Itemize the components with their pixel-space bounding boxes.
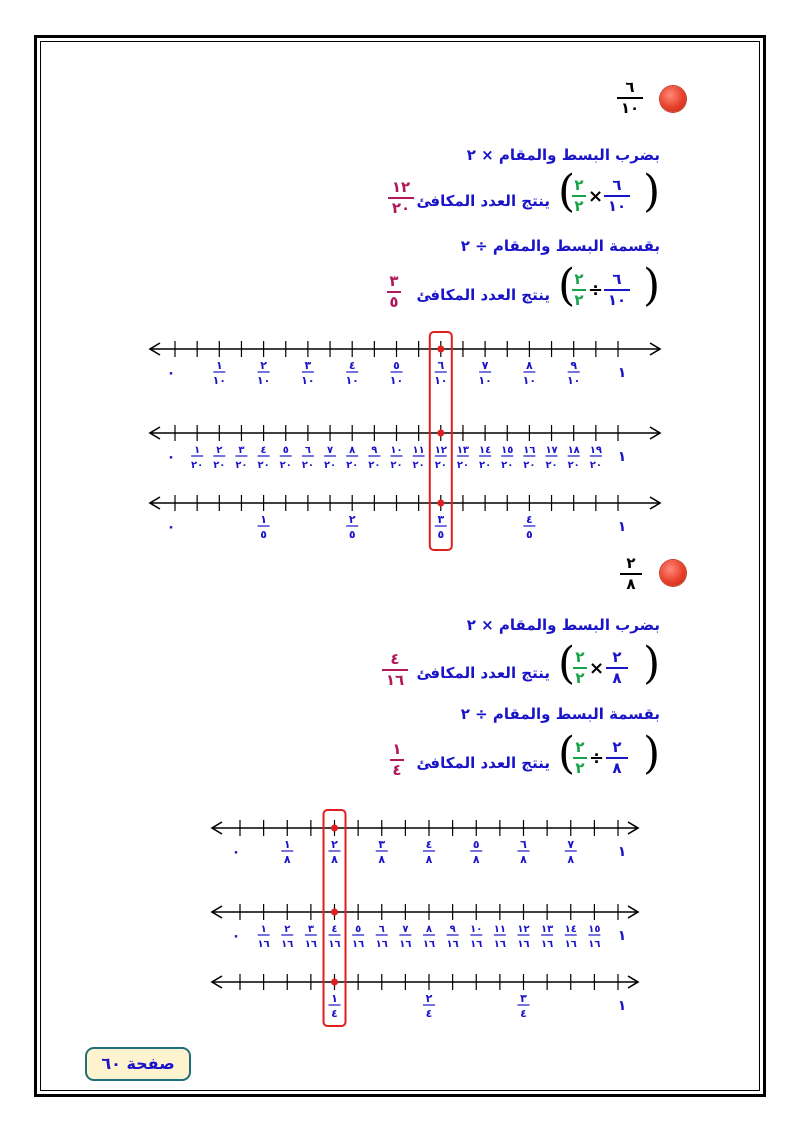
fraction-label — [470, 924, 482, 950]
marked-point — [437, 346, 444, 353]
number-line — [212, 820, 638, 866]
left-paren: ( — [558, 260, 576, 311]
fraction-denominator: ١٦ — [375, 939, 388, 950]
factor-numerator: ٢ — [574, 270, 584, 288]
fraction-numerator: ١٤ — [564, 924, 577, 935]
fraction-denominator: ٢٠ — [456, 460, 470, 471]
fraction-denominator: ٢٠ — [412, 460, 425, 471]
given-fraction — [620, 556, 642, 592]
fraction-denominator: ٥ — [260, 528, 267, 541]
fraction-denominator: ١٠ — [478, 374, 492, 387]
result-fraction — [382, 652, 408, 688]
fraction-label — [470, 838, 482, 866]
result-fraction — [387, 274, 401, 310]
number-line — [150, 341, 660, 387]
fraction-numerator: ١ — [260, 924, 267, 935]
marked-point — [331, 979, 338, 986]
fraction-numerator: ٥ — [393, 359, 400, 372]
fraction-numerator: ٩ — [449, 924, 456, 935]
fraction-numerator: ١ — [260, 513, 267, 526]
label-one: ١ — [617, 365, 627, 381]
base-numerator: ٦ — [612, 270, 622, 288]
marked-point — [437, 430, 444, 437]
fraction-label — [423, 838, 435, 866]
fraction-numerator: ١ — [215, 359, 223, 372]
fraction-numerator: ٢ — [260, 359, 267, 372]
fraction-numerator: ٣ — [238, 445, 245, 456]
operator-symbol: ÷ — [589, 748, 605, 769]
fraction-numerator: ٣ — [437, 513, 445, 526]
fraction-denominator: ٢٠ — [478, 460, 492, 471]
fraction-label — [501, 445, 513, 471]
fraction-numerator: ٩ — [371, 445, 378, 456]
fraction-denominator: ٨ — [331, 853, 338, 866]
number-lines-1 — [0, 320, 800, 560]
fraction-label — [390, 359, 403, 387]
base-fraction — [604, 178, 630, 214]
base-fraction — [606, 740, 628, 776]
fraction-label — [213, 445, 225, 471]
fraction-denominator: ١٦ — [541, 939, 554, 950]
fraction-label — [235, 445, 247, 471]
fraction-denominator: ٥ — [526, 528, 533, 541]
fraction-label — [518, 838, 530, 866]
fraction-numerator: ٤ — [425, 838, 433, 851]
fraction-label — [390, 445, 402, 471]
label-zero: ٠ — [166, 449, 176, 465]
fraction-label — [191, 445, 203, 471]
fraction-denominator: ٢٠ — [390, 460, 403, 471]
given-numerator: ٦ — [625, 78, 635, 96]
fraction-denominator: ١٦ — [328, 939, 341, 950]
fraction-label — [399, 924, 411, 950]
fraction-label — [423, 924, 435, 950]
fraction-label — [305, 924, 317, 950]
fraction-numerator: ٤ — [260, 445, 267, 456]
fraction-numerator: ١٤ — [478, 445, 492, 456]
base-fraction — [606, 650, 628, 686]
fraction-numerator: ٦ — [437, 359, 445, 372]
fraction-label — [258, 924, 270, 950]
fraction-label — [257, 445, 269, 471]
fraction-label — [281, 838, 293, 866]
equivalent-label: ينتج العدد المكافئ — [416, 286, 550, 304]
operator-symbol: ÷ — [588, 280, 604, 301]
result-numerator: ٤ — [390, 650, 400, 668]
fraction-denominator: ١٦ — [257, 939, 270, 950]
result-denominator: ٥ — [389, 293, 399, 311]
fraction-denominator: ٢٠ — [346, 460, 359, 471]
fraction-numerator: ١٣ — [541, 924, 554, 935]
base-numerator: ٢ — [612, 738, 622, 756]
fraction-denominator: ٢٠ — [257, 460, 270, 471]
result-denominator: ١٦ — [385, 671, 405, 689]
factor-denominator: ٢ — [575, 669, 585, 687]
fraction-label — [413, 445, 425, 471]
label-zero: ٠ — [166, 365, 176, 381]
fraction-denominator: ١٦ — [446, 939, 459, 950]
fraction-numerator: ٧ — [481, 359, 489, 372]
marked-point — [331, 825, 338, 832]
fraction-numerator: ٥ — [472, 838, 480, 851]
factor-numerator: ٢ — [575, 738, 585, 756]
fraction-numerator: ٤ — [348, 359, 356, 372]
fraction-denominator: ٢٠ — [501, 460, 514, 471]
problem-badge-icon — [660, 86, 686, 112]
fraction-denominator: ٨ — [567, 853, 575, 866]
fraction-numerator: ١٨ — [567, 445, 580, 456]
fraction-denominator: ٤ — [331, 1007, 338, 1020]
fraction-denominator: ٨ — [520, 853, 527, 866]
fraction-denominator: ٢٠ — [235, 460, 248, 471]
base-numerator: ٢ — [612, 648, 622, 666]
fraction-numerator: ١٣ — [456, 445, 470, 456]
problem-badge-icon — [660, 560, 686, 586]
fraction-numerator: ١٥ — [588, 924, 601, 935]
fraction-numerator: ٤ — [331, 924, 338, 935]
fraction-denominator: ٤ — [520, 1007, 527, 1020]
fraction-denominator: ١٦ — [588, 939, 601, 950]
fraction-denominator: ٨ — [425, 853, 433, 866]
fraction-numerator: ٥ — [355, 924, 362, 935]
fraction-numerator: ١٠ — [390, 445, 403, 456]
number-line — [150, 495, 660, 541]
fraction-denominator: ٢٠ — [567, 460, 580, 471]
fraction-denominator: ١٠ — [345, 374, 359, 387]
fraction-numerator: ١٩ — [589, 445, 602, 456]
fraction-label — [447, 924, 459, 950]
number-line — [212, 974, 638, 1020]
fraction-numerator: ١٢ — [434, 445, 447, 456]
fraction-label — [346, 445, 358, 471]
fraction-label — [376, 838, 388, 866]
fraction-denominator: ١٠ — [566, 374, 581, 387]
page-number-label: صفحة ٦٠ — [85, 1047, 191, 1081]
right-paren: ) — [643, 728, 661, 779]
divide-heading: بقسمة البسط والمقام ÷ ٢ — [460, 705, 660, 723]
fraction-numerator: ٦ — [378, 924, 385, 935]
fraction-label — [435, 513, 447, 541]
fraction-numerator: ٣ — [307, 924, 314, 935]
fraction-label — [328, 924, 340, 950]
label-one: ١ — [617, 519, 627, 535]
label-one: ١ — [617, 449, 627, 465]
result-denominator: ٤ — [392, 761, 402, 779]
factor-numerator: ٢ — [574, 176, 584, 194]
label-zero: ٠ — [231, 844, 241, 860]
fraction-numerator: ٣ — [520, 992, 527, 1005]
multiply-heading: بضرب البسط والمقام × ٢ — [466, 146, 660, 164]
marked-point — [437, 500, 444, 507]
fraction-denominator: ١٠ — [522, 374, 537, 387]
fraction-label — [457, 445, 469, 471]
operator-symbol: × — [588, 186, 604, 207]
left-paren: ( — [558, 638, 576, 689]
operator-symbol: × — [589, 658, 605, 679]
base-denominator: ٨ — [612, 759, 622, 777]
fraction-denominator: ١٦ — [517, 939, 530, 950]
fraction-numerator: ٦ — [304, 445, 311, 456]
fraction-denominator: ٨ — [378, 853, 386, 866]
fraction-denominator: ١٦ — [304, 939, 317, 950]
fraction-denominator: ٢٠ — [191, 460, 204, 471]
fraction-numerator: ٧ — [326, 445, 334, 456]
fraction-denominator: ١٦ — [422, 939, 436, 950]
left-paren: ( — [558, 166, 576, 217]
fraction-label — [523, 445, 535, 471]
fraction-numerator: ٢ — [331, 838, 338, 851]
fraction-numerator: ١٥ — [501, 445, 514, 456]
fraction-denominator: ٢٠ — [368, 460, 381, 471]
fraction-label — [434, 359, 447, 387]
fraction-label — [588, 924, 600, 950]
fraction-numerator: ١١ — [493, 924, 506, 935]
label-one: ١ — [617, 998, 627, 1014]
fraction-numerator: ٨ — [425, 924, 433, 935]
fraction-numerator: ٢ — [348, 513, 356, 526]
fraction-label — [590, 445, 602, 471]
base-denominator: ١٠ — [607, 197, 627, 215]
result-numerator: ١٢ — [391, 178, 411, 196]
fraction-denominator: ١٦ — [470, 939, 483, 950]
label-zero: ٠ — [166, 519, 176, 535]
fraction-denominator: ١٦ — [399, 939, 412, 950]
fraction-numerator: ٤ — [526, 513, 533, 526]
fraction-denominator: ٨ — [472, 853, 480, 866]
fraction-denominator: ٢٠ — [589, 460, 602, 471]
fraction-label — [565, 924, 577, 950]
fraction-denominator: ٢٠ — [523, 460, 536, 471]
number-line — [212, 904, 638, 950]
fraction-label — [368, 445, 380, 471]
fraction-label — [352, 924, 364, 950]
fraction-label — [494, 924, 506, 950]
fraction-label — [435, 445, 447, 471]
marked-point — [331, 909, 338, 916]
fraction-label — [346, 513, 358, 541]
fraction-label — [479, 445, 491, 471]
fraction-numerator: ١١ — [412, 445, 425, 456]
fraction-denominator: ١٦ — [352, 939, 365, 950]
fraction-denominator: ١٦ — [493, 939, 506, 950]
fraction-numerator: ٧ — [402, 924, 409, 935]
number-lines-2 — [0, 800, 800, 1040]
fraction-numerator: ١٦ — [523, 445, 536, 456]
fraction-label — [478, 359, 491, 387]
fraction-denominator: ١٠ — [256, 374, 271, 387]
fraction-label — [280, 445, 292, 471]
fraction-numerator: ١ — [283, 838, 291, 851]
fraction-denominator: ٢٠ — [434, 460, 447, 471]
fraction-label — [329, 838, 341, 866]
fraction-denominator: ١٠ — [301, 374, 315, 387]
fraction-label — [281, 924, 293, 950]
fraction-denominator: ٢٠ — [213, 460, 226, 471]
fraction-denominator: ١٦ — [281, 939, 294, 950]
given-fraction — [617, 80, 643, 116]
fraction-label — [517, 924, 529, 950]
number-line — [150, 425, 660, 471]
fraction-numerator: ٢ — [216, 445, 223, 456]
divide-heading: بقسمة البسط والمقام ÷ ٢ — [460, 237, 660, 255]
fraction-label — [567, 359, 580, 387]
right-paren: ) — [643, 260, 661, 311]
fraction-numerator: ١٢ — [517, 924, 530, 935]
fraction-denominator: ١٠ — [434, 374, 448, 387]
fraction-label — [523, 359, 536, 387]
fraction-denominator: ٥ — [348, 528, 356, 541]
fraction-numerator: ٦ — [520, 838, 527, 851]
fraction-label — [523, 513, 535, 541]
result-numerator: ٣ — [389, 272, 399, 290]
given-numerator: ٢ — [626, 554, 636, 572]
fraction-denominator: ١٠ — [212, 374, 227, 387]
equivalent-label: ينتج العدد المكافئ — [416, 192, 550, 210]
fraction-denominator: ٢٠ — [545, 460, 558, 471]
base-fraction — [604, 272, 630, 308]
given-denominator: ١٠ — [620, 99, 640, 117]
equivalent-label: ينتج العدد المكافئ — [416, 664, 550, 682]
fraction-denominator: ٨ — [283, 853, 291, 866]
fraction-label — [545, 445, 557, 471]
fraction-numerator: ٣ — [378, 838, 386, 851]
fraction-denominator: ١٦ — [564, 939, 577, 950]
fraction-label — [541, 924, 553, 950]
fraction-label — [257, 359, 270, 387]
fraction-denominator: ٤ — [425, 1007, 433, 1020]
fraction-label — [423, 992, 435, 1020]
base-denominator: ١٠ — [607, 291, 627, 309]
given-denominator: ٨ — [626, 575, 636, 593]
base-numerator: ٦ — [612, 176, 622, 194]
fraction-numerator: ٨ — [349, 445, 356, 456]
result-numerator: ١ — [392, 740, 402, 758]
fraction-numerator: ٨ — [526, 359, 533, 372]
label-zero: ٠ — [231, 928, 241, 944]
fraction-label — [376, 924, 388, 950]
fraction-denominator: ٥ — [437, 528, 445, 541]
fraction-label — [568, 445, 580, 471]
fraction-denominator: ٢٠ — [323, 460, 337, 471]
fraction-numerator: ٧ — [567, 838, 575, 851]
result-denominator: ٢٠ — [391, 199, 411, 217]
fraction-numerator: ٢ — [425, 992, 433, 1005]
result-fraction — [388, 180, 414, 216]
left-paren: ( — [558, 728, 576, 779]
fraction-denominator: ٢٠ — [279, 460, 292, 471]
fraction-numerator: ١٧ — [545, 445, 558, 456]
fraction-label — [345, 359, 358, 387]
fraction-label — [301, 359, 314, 387]
fraction-numerator: ٥ — [282, 445, 289, 456]
fraction-label — [329, 992, 341, 1020]
fraction-label — [213, 359, 226, 387]
fraction-numerator: ٣ — [304, 359, 312, 372]
fraction-label — [518, 992, 530, 1020]
fraction-denominator: ٢٠ — [301, 460, 315, 471]
right-paren: ) — [643, 638, 661, 689]
factor-denominator: ٢ — [574, 197, 584, 215]
fraction-numerator: ١ — [331, 992, 338, 1005]
fraction-label — [258, 513, 270, 541]
right-paren: ) — [643, 166, 661, 217]
fraction-numerator: ٩ — [570, 359, 578, 372]
fraction-numerator: ١٠ — [470, 924, 483, 935]
fraction-label — [324, 445, 336, 471]
fraction-label — [565, 838, 577, 866]
label-one: ١ — [617, 844, 627, 860]
equivalent-label: ينتج العدد المكافئ — [416, 754, 550, 772]
fraction-numerator: ٢ — [284, 924, 291, 935]
base-denominator: ٨ — [612, 669, 622, 687]
fraction-numerator: ١ — [194, 445, 201, 456]
factor-denominator: ٢ — [575, 759, 585, 777]
factor-denominator: ٢ — [574, 291, 584, 309]
result-fraction — [390, 742, 404, 778]
fraction-denominator: ١٠ — [389, 374, 404, 387]
label-one: ١ — [617, 928, 627, 944]
fraction-label — [302, 445, 314, 471]
factor-numerator: ٢ — [575, 648, 585, 666]
multiply-heading: بضرب البسط والمقام × ٢ — [466, 616, 660, 634]
